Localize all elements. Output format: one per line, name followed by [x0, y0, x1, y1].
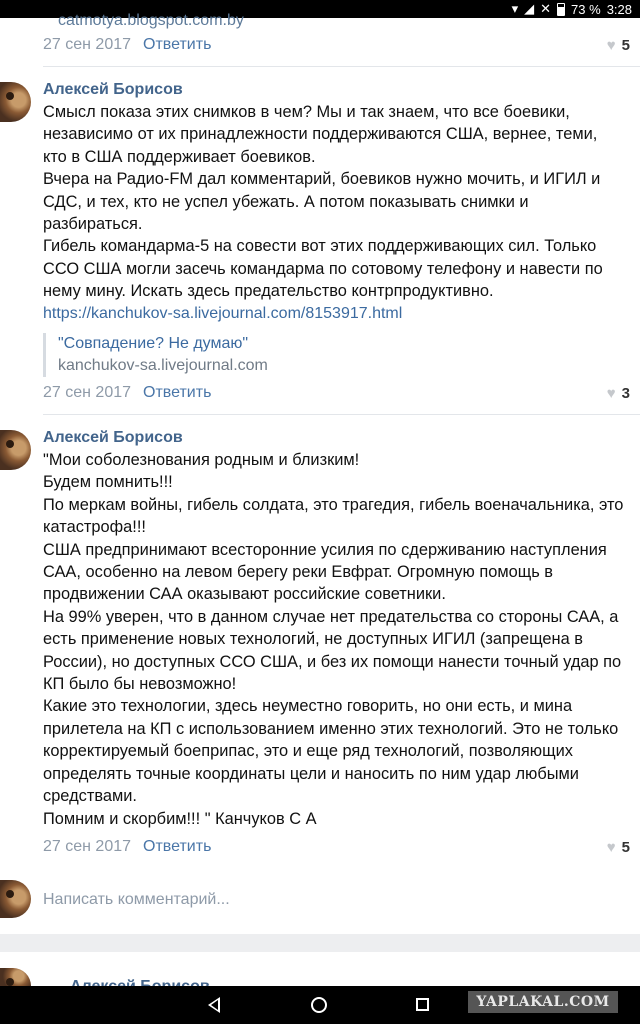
comment-line: продвижении САА оказывают российские советники.	[43, 585, 446, 604]
comment-date: 27 сен 2017	[43, 838, 132, 855]
like-button[interactable]	[607, 34, 630, 56]
heart-icon: ♥	[606, 36, 616, 54]
link-preview-title[interactable]: "Совпадение? Не думаю"	[58, 334, 249, 352]
comment-line: есть применение новых технологий, не доступных ИГИЛ (запрещена в	[43, 630, 583, 649]
like-count: 3	[621, 384, 630, 402]
comment-meta	[43, 836, 211, 858]
back-icon[interactable]	[208, 997, 220, 1013]
no-sim-icon: ✕	[540, 1, 552, 16]
comment-line: нему мину. Искать здесь предательство контрпродуктивно.	[43, 282, 494, 301]
watermark: YAPLAKAL.COM	[468, 991, 618, 1013]
reply-button[interactable]: Ответить	[143, 36, 212, 53]
comment-link[interactable]: https://kanchukov-sa.livejournal.com/8153917.html	[43, 304, 403, 322]
comment-line: Будем помнить!!!	[43, 473, 173, 492]
battery-percent: 73 %	[571, 1, 601, 17]
comment-line: "Мои соболезнования родным и близким!	[43, 451, 360, 469]
signal-icon: ◢	[524, 1, 535, 16]
comment-line: На 99% уверен, что в данном случае нет предательства со стороны САА, а	[43, 607, 619, 626]
comment-date: 27 сен 2017	[43, 384, 132, 401]
comment-line: Какие это технологии, здесь неуместно говорить, но они есть, и мина	[43, 697, 573, 716]
comment-line: Помним и скорбим!!! " Канчуков С А	[43, 809, 317, 828]
comment-line: определять точные координаты цели и наносить по ним удар любыми	[43, 764, 579, 783]
heart-icon: ♥	[606, 838, 616, 856]
clock: 3:28	[606, 1, 632, 17]
post-author[interactable]	[70, 976, 210, 986]
avatar[interactable]	[0, 82, 31, 122]
comment-line: разбираться.	[43, 215, 143, 234]
comment-meta	[43, 382, 211, 404]
reply-button[interactable]: Ответить	[143, 838, 212, 855]
comment	[43, 428, 633, 830]
like-count: 5	[621, 838, 630, 856]
comment-line: средствами.	[43, 787, 137, 806]
divider	[43, 66, 640, 67]
comment-line: КП было бы невозможно!	[43, 675, 237, 694]
comment-text	[43, 449, 633, 830]
comment-line: По меркам войны, гибель солдата, это трагедия, гибель военачальника, это	[43, 495, 624, 514]
link-preview-domain: kanchukov-sa.livejournal.com	[58, 356, 268, 374]
comment-line: ССО США могли засечь командарма по сотовому телефону и навести по	[43, 259, 603, 278]
section-separator	[0, 934, 640, 952]
comment-line: независимо от их принадлежности поддерживаются США, вернее, теми,	[43, 125, 598, 144]
battery-icon	[557, 3, 565, 16]
comment-line: Вчера на Радио-FM дал комментарий, боевиков нужно мочить, и ИГИЛ и	[43, 170, 601, 189]
heart-icon: ♥	[606, 384, 616, 402]
divider	[43, 414, 640, 415]
wifi-icon: ▾	[511, 1, 519, 16]
like-button[interactable]	[607, 382, 630, 404]
comment-author[interactable]: Алексей Борисов	[43, 429, 183, 446]
comment-author[interactable]: Алексей Борисов	[43, 81, 183, 98]
comment-line: корректируемый боеприпас, это и еще ряд технологий, позволяющих	[43, 742, 573, 761]
recent-apps-icon[interactable]	[416, 998, 429, 1011]
like-button[interactable]	[607, 836, 630, 858]
comment-meta	[43, 34, 211, 56]
comment-line: России), но доступных ССО США, и без их помощи нанести точный удар по	[43, 652, 622, 671]
reply-button[interactable]: Ответить	[143, 384, 212, 401]
link-preview[interactable]	[43, 333, 633, 377]
comment-line: кто в США поддерживает боевиков.	[43, 147, 316, 166]
like-count: 5	[621, 36, 630, 54]
comment-line: катастрофа!!!	[43, 518, 146, 537]
avatar[interactable]	[0, 430, 31, 470]
write-comment-input[interactable]: Написать комментарий...	[43, 891, 230, 908]
comment	[43, 80, 633, 377]
comment-date: 27 сен 2017	[43, 36, 132, 53]
comment-text	[43, 101, 633, 303]
comment-line: США предпринимают всесторонние усилия по сдерживанию наступления	[43, 540, 607, 559]
comment-line: прилетела на КП с использованием именно этих технологий. Это не только	[43, 719, 619, 738]
comment-line: Гибель командарма-5 на совести вот этих поддерживающих сил. Только	[43, 237, 597, 256]
comment-line: САА, особенно на левом берегу реки Евфрат. Огромную помощь в	[43, 563, 553, 582]
home-icon[interactable]	[311, 997, 327, 1013]
comment-line: СДС, и тех, кто не успел убежать. А потом показывать снимки и	[43, 192, 529, 211]
avatar[interactable]	[0, 968, 31, 986]
my-avatar	[0, 880, 31, 918]
comment-line: Смысл показа этих снимков в чем? Мы и так знаем, что все боевики,	[43, 103, 570, 121]
cut-off-link[interactable]: catmotya.blogspot.com.by	[58, 12, 244, 29]
